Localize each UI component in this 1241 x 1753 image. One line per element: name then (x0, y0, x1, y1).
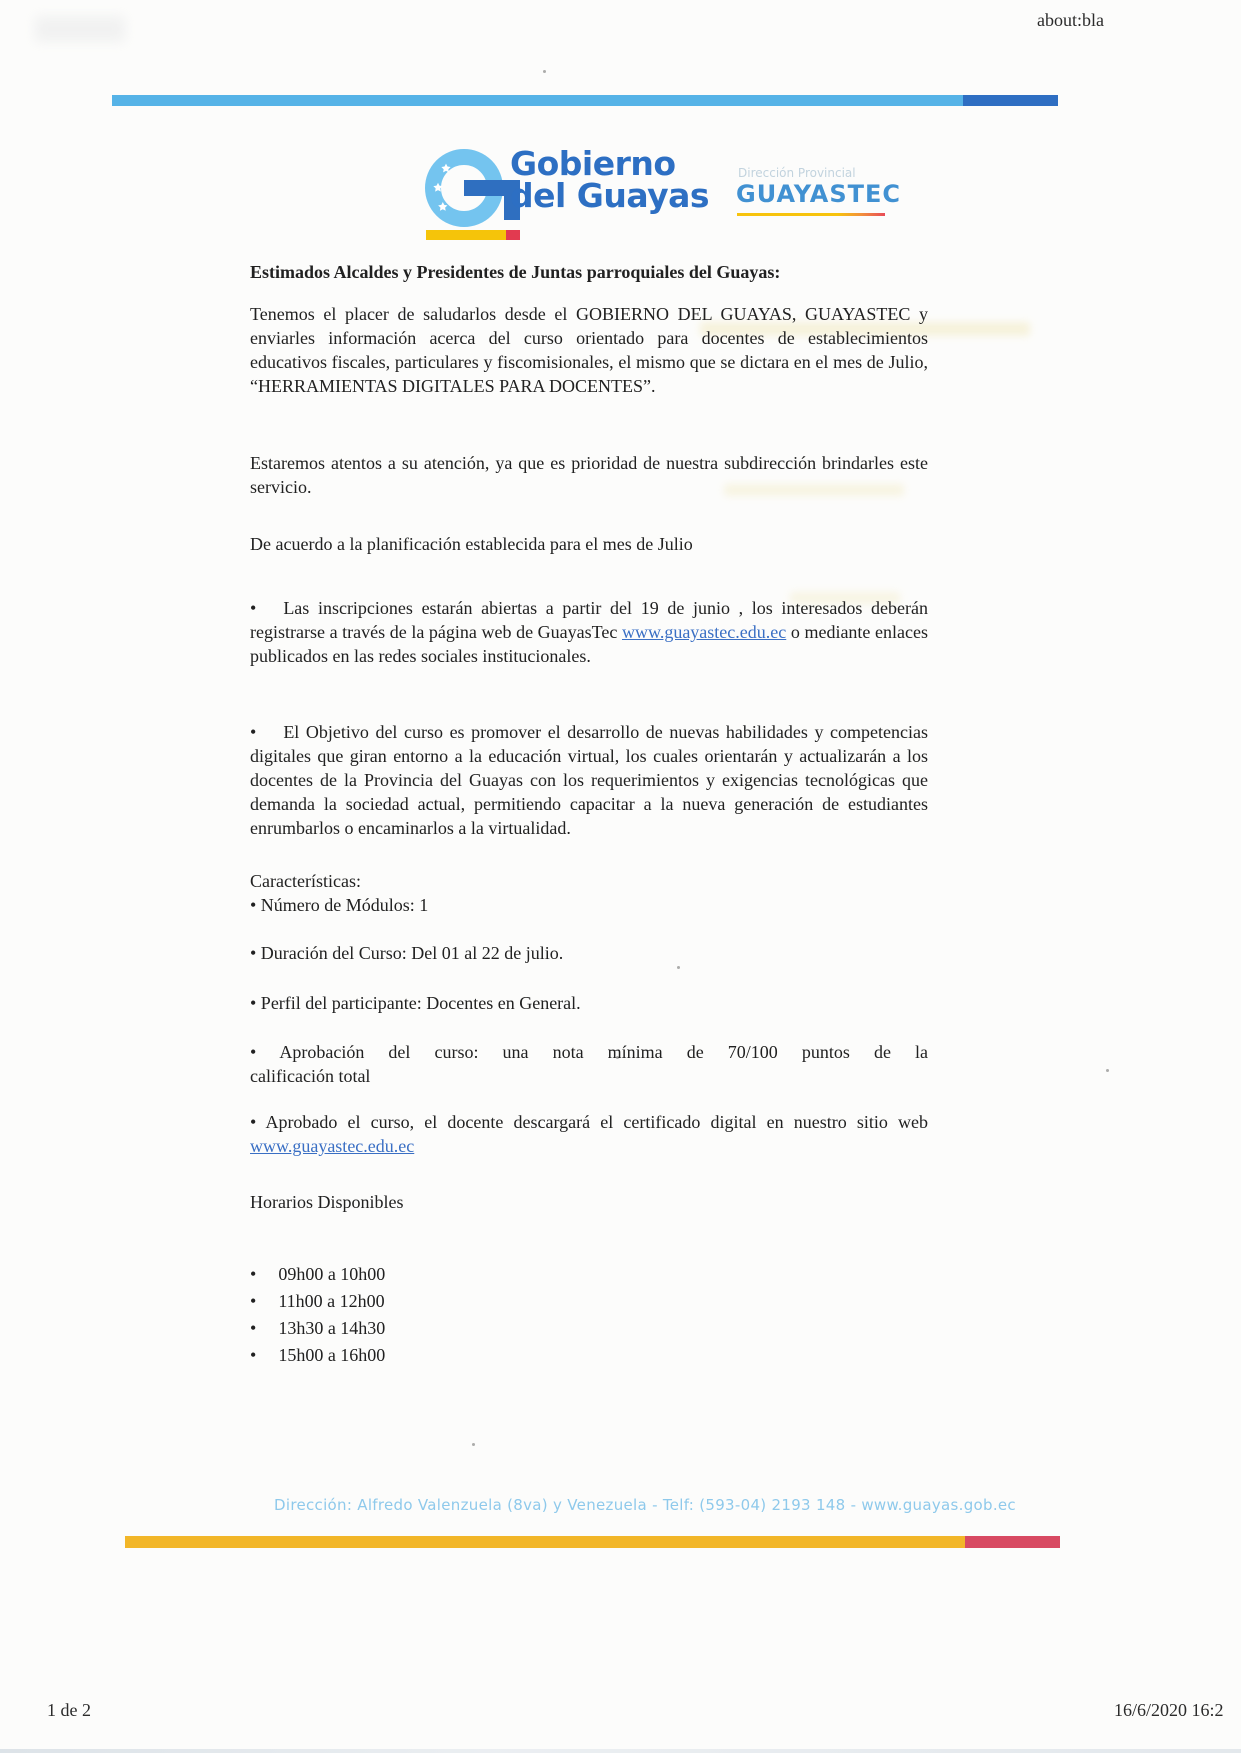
logo-wordmark-line1: Gobierno (510, 144, 676, 183)
bullet-glyph: • (250, 598, 257, 618)
bullet-perfil: • Perfil del participante: Docentes en General. (250, 993, 581, 1013)
guaystec-brand: GUAYASTEC (736, 180, 902, 208)
guayastec-link[interactable]: www.guayastec.edu.ec (621, 622, 787, 642)
salutation: Estimados Alcaldes y Presidentes de Juntas parroquiales del Guayas: (250, 262, 781, 282)
bullet-glyph: • (250, 1264, 257, 1284)
scan-artifact (35, 16, 125, 42)
scan-speck (1106, 1069, 1109, 1072)
paragraph-planificacion: De acuerdo a la planificación establecida para el mes de Julio (250, 534, 693, 554)
paragraph-intro: Tenemos el placer de saludarlos desde el GOBIERNO DEL GUAYAS, GUAYASTEC y enviarles información acerca del curso orientado para docentes de establecimientos educativos fiscales, particulares y fiscomisionales, el mismo que se dictara en el mes de Julio, “HERRAMIENTAS DIGITALES PARA DOCENTES”. (250, 304, 928, 396)
guayastec-link-2[interactable]: www.guayastec.edu.ec (250, 1136, 415, 1156)
schedule-time: 11h00 a 12h00 (278, 1291, 385, 1311)
page-indicator: 1 de 2 (47, 1700, 91, 1720)
logo-wordmark (510, 144, 710, 215)
caracteristicas-block (250, 869, 928, 917)
scan-edge-strip (0, 1749, 1241, 1753)
division-label: Dirección Provincial (738, 166, 856, 180)
caracteristicas-modulos: • Número de Módulos: 1 (250, 895, 429, 915)
bullet-aprobado (250, 1110, 928, 1158)
top-accent-bar (112, 95, 1058, 106)
aprobacion-line1 (250, 1040, 928, 1064)
objetivo-text: El Objetivo del curso es promover el desarrollo de nuevas habilidades y competencias digitales que giran entorno a la educación virtual, los cuales orientarán y actualizarán a los docentes de la Provincia del Guayas con los requerimientos y exigencias tecnológicas que demanda la sociedad actual, permitiendo capacitar a la nueva generación de estudiantes enrumbarlos o encaminarlos a la virtualidad. (250, 722, 928, 838)
horarios-title: Horarios Disponibles (250, 1192, 404, 1212)
scan-speck (543, 70, 546, 73)
bullet-aprobacion (250, 1040, 928, 1088)
caracteristicas-title: Características: (250, 871, 361, 891)
scan-speck (472, 1443, 475, 1446)
guayas-logo (418, 144, 902, 241)
schedule-item (250, 1289, 928, 1316)
bullet-duracion: • Duración del Curso: Del 01 al 22 de julio. (250, 943, 564, 963)
schedule-time: 15h00 a 16h00 (278, 1345, 386, 1365)
schedule-list (250, 1262, 928, 1370)
bullet-inscripciones (250, 596, 928, 668)
browser-url-text: about:bla (1037, 10, 1104, 30)
footer-address: Dirección: Alfredo Valenzuela (8va) y Venezuela - Telf: (593-04) 2193 148 - www.guayas.gob.ec (274, 1496, 1016, 1514)
aprobacion-line2: calificación total (250, 1066, 371, 1086)
bottom-accent-bar-red-segment (965, 1536, 1060, 1548)
top-accent-bar-dark-segment (963, 95, 1058, 106)
bottom-accent-bar (125, 1536, 1060, 1548)
bullet-glyph: • (250, 722, 257, 742)
schedule-time: 13h30 a 14h30 (278, 1318, 386, 1338)
schedule-item (250, 1316, 928, 1343)
scan-speck (677, 966, 680, 969)
paragraph-atentos: Estaremos atentos a su atención, ya que es prioridad de nuestra subdirección brindarles este servicio. (250, 453, 928, 497)
aprobado-text-before: • Aprobado el curso, el docente descargará el certificado digital en nuestro sitio web (250, 1112, 928, 1132)
schedule-item (250, 1343, 928, 1370)
bullet-glyph: • (250, 1291, 257, 1311)
bullet-objetivo (250, 720, 928, 840)
bullet-glyph: • (250, 1345, 257, 1365)
bullet-glyph: • (250, 1318, 257, 1338)
print-timestamp: 16/6/2020 16:2 (1114, 1700, 1224, 1720)
schedule-time: 09h00 a 10h00 (278, 1264, 386, 1284)
inscripciones-text-before: Las inscripciones estarán abiertas a partir del 19 de junio , los interesados deberán registrarse a través de la página web de GuayasTec (250, 598, 928, 642)
logo-wordmark-line2: del Guayas (510, 176, 710, 215)
inscripciones-text-after: o mediante enlaces publicados en las redes sociales institucionales. (250, 622, 928, 666)
bullet-glyph: • (250, 1042, 257, 1062)
brand-underline (737, 213, 885, 216)
aprobacion-line1-text: Aprobación del curso: una nota mínima de 70/100 puntos de la (279, 1042, 928, 1062)
schedule-item (250, 1262, 928, 1289)
